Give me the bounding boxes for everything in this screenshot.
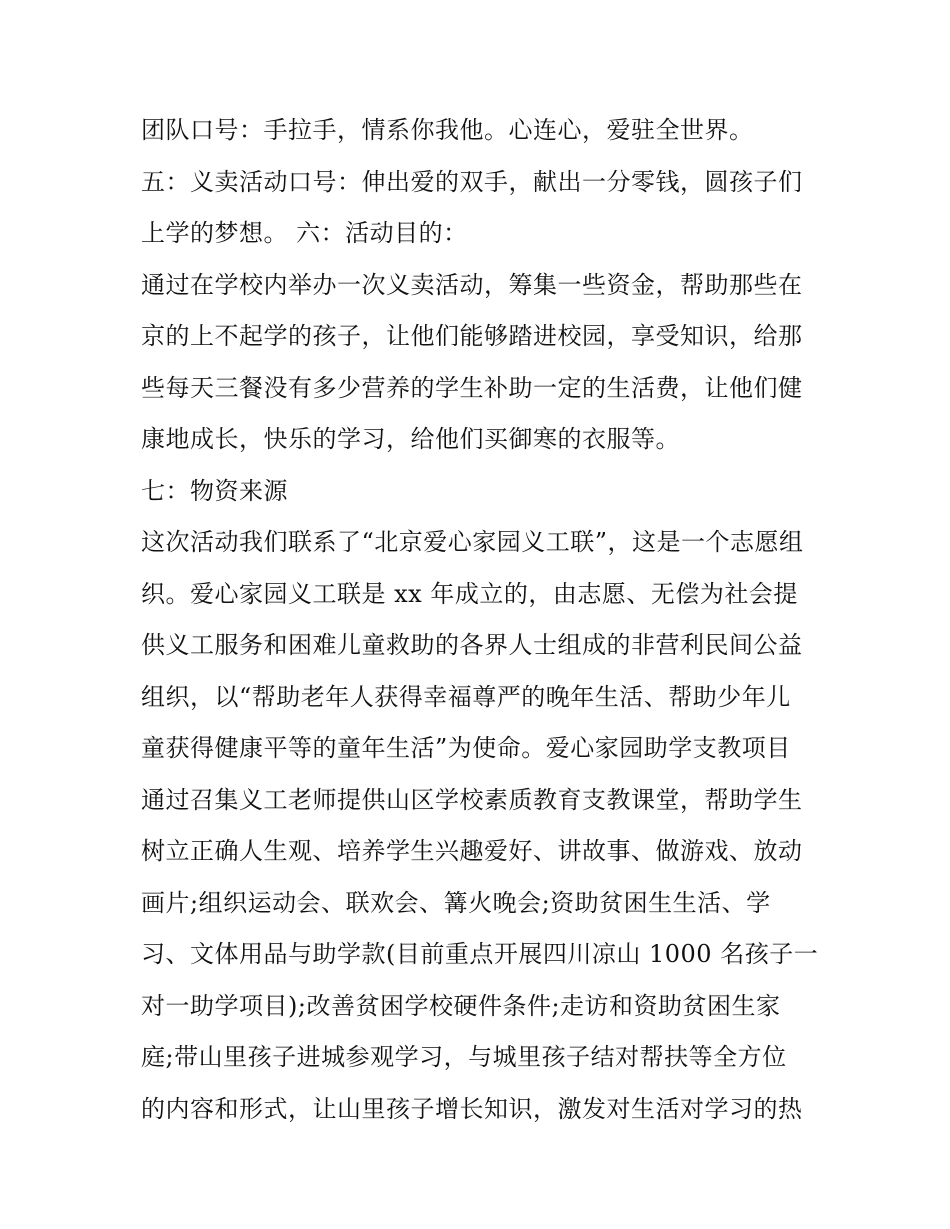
text-line: 上学的梦想。 六：活动目的： [141, 219, 468, 247]
text-line: 组织，以“帮助老年人获得幸福尊严的晚年生活、帮助少年儿 [141, 682, 791, 711]
text-line: 康地成长，快乐的学习，给他们买御寒的衣服等。 [141, 425, 680, 453]
section-heading: 七：物资来源 [141, 476, 288, 505]
text-line: 画片;组织运动会、联欢会、篝火晚会;资助贫困生生活、学 [141, 888, 771, 917]
text-line: 五：义卖活动口号：伸出爱的双手，献出一分零钱，圆孩子们 [141, 167, 803, 196]
text-line: 京的上不起学的孩子，让他们能够踏进校园，享受知识，给那 [141, 322, 803, 350]
text-line: 树立正确人生观、培养学生兴趣爱好、讲故事、做游戏、放动 [141, 837, 803, 865]
text-line: 的内容和形式，让山里孩子增长知识，激发对生活对学习的热 [141, 1094, 803, 1123]
text-line: 对一助学项目);改善贫困学校硬件条件;走访和资助贫困生家 [141, 991, 781, 1020]
text-line: 这次活动我们联系了“北京爱心家园义工联”，这是一个志愿组 [141, 528, 804, 556]
text-line: 团队口号：手拉手，情系你我他。心连心，爱驻全世界。 [141, 116, 754, 144]
text-line: 通过在学校内举办一次义卖活动，筹集一些资金，帮助那些在 [141, 270, 803, 299]
text-line: 供义工服务和困难儿童救助的各界人士组成的非营利民间公益 [141, 631, 803, 659]
text-line: 童获得健康平等的童年生活”为使命。爱心家园助学支教项目 [141, 734, 791, 762]
text-line: 些每天三餐没有多少营养的学生补助一定的生活费，让他们健 [141, 373, 803, 402]
text-line: 织。爱心家园义工联是 xx 年成立的，由志愿、无偿为社会提 [141, 579, 798, 608]
text-line: 通过召集义工老师提供山区学校素质教育支教课堂，帮助学生 [141, 785, 803, 814]
document-body [141, 105, 821, 1135]
text-line: 习、文体用品与助学款(目前重点开展四川凉山 1000 名孩子一 [141, 940, 819, 968]
text-line: 庭;带山里孩子进城参观学习，与城里孩子结对帮扶等全方位 [141, 1043, 787, 1071]
